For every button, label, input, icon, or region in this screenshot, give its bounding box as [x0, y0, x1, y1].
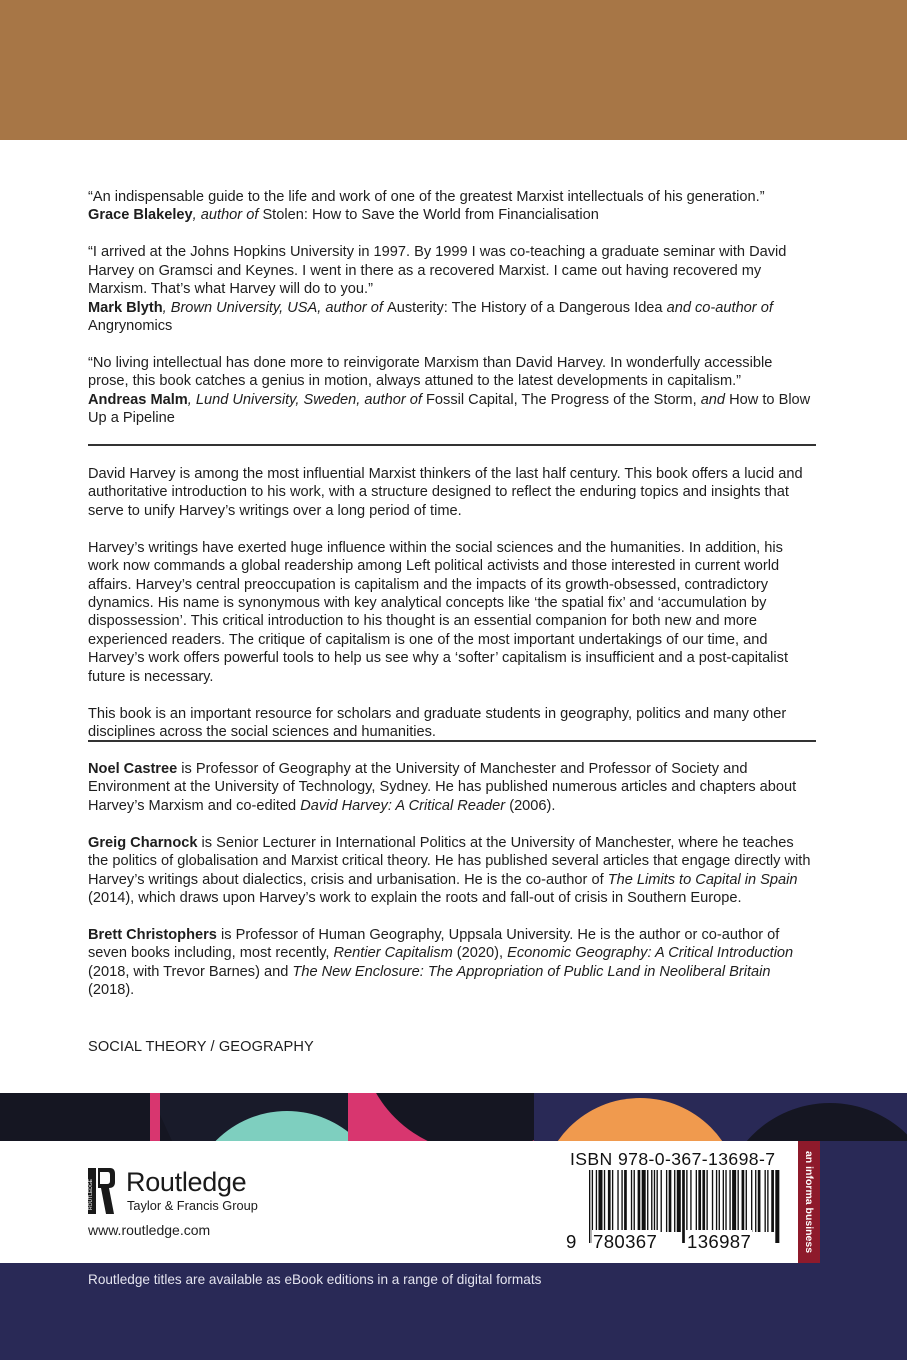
author-name: Noel Castree: [88, 761, 178, 777]
ebook-availability-note: Routledge titles are available as eBook editions in a range of digital formats: [88, 1272, 542, 1287]
endorser-affiliation: , Lund University, Sweden, author of: [187, 391, 426, 408]
barcode-bar: [608, 1170, 611, 1232]
barcode-bar: [604, 1170, 605, 1232]
barcode-bar: [647, 1170, 648, 1232]
endorser-name: Mark Blyth: [88, 299, 163, 316]
endorsement: [88, 243, 816, 335]
author-bio: [88, 760, 816, 815]
barcode-bar: [657, 1170, 658, 1232]
endorser-work: How to Blow Up a Pipeline: [88, 391, 811, 427]
endorser-work: Fossil Capital, The Progress of the Storm,: [426, 391, 697, 408]
author-bio-text: is Professor of Human Geography, Uppsala University. He is the author or co-author of seven books including, most recently,: [88, 927, 780, 962]
barcode-bar: [677, 1170, 681, 1232]
barcode-bar: [634, 1170, 635, 1232]
endorsement: [88, 188, 816, 225]
barcode-bar: [765, 1170, 766, 1232]
isbn-label: ISBN 978-0-367-13698-7: [570, 1149, 776, 1169]
svg-text:ROUTLEDGE: ROUTLEDGE: [88, 1178, 94, 1210]
barcode-bar: [631, 1170, 632, 1232]
navy-corner-block: [820, 1141, 907, 1263]
author-name: Brett Christophers: [88, 927, 217, 944]
barcode-bar: [767, 1170, 768, 1232]
barcode-bar: [654, 1170, 655, 1232]
publisher-website-link[interactable]: www.routledge.com: [88, 1222, 211, 1238]
decorative-graphic-band: [0, 1093, 907, 1141]
barcode-bar: [723, 1170, 724, 1232]
description-paragraph: David Harvey is among the most influential Marxist thinkers of the last half century. This book offers a lucid and authoritative introduction to his work, with a structure designed to reflect the enduring topics and insights that serve to unify Harvey’s writings over a long period of time.: [88, 466, 803, 519]
barcode-bar: [725, 1170, 726, 1232]
endorser-affiliation: and: [696, 391, 730, 408]
endorser-work: Angrynomics: [88, 318, 173, 335]
author-bio-text: (2018).: [88, 982, 135, 999]
endorser-work: Austerity: The History of a Dangerous Idea: [387, 299, 663, 316]
book-title: The Limits to Capital in Spain: [607, 871, 798, 888]
section-divider: [88, 444, 816, 446]
endorsement-quote: “An indispensable guide to the life and work of one of the greatest Marxist intellectuals of his generation.”: [88, 189, 765, 205]
book-title: The New Enclosure: The Appropriation of Public Land in Neoliberal Britain: [292, 963, 771, 980]
endorser-name: Grace Blakeley: [88, 207, 193, 224]
endorsement-quote: “I arrived at the Johns Hopkins University in 1997. By 1999 I was co-teaching a graduate seminar with David Harvey on Gramsci and Keynes. I went in there as a recovered Marxist. I came out having recovered my Marxism. That’s what Harvey will do to you.”: [88, 244, 787, 298]
barcode-bar: [746, 1170, 747, 1232]
barcode-bar: [755, 1170, 756, 1232]
author-bio-text: is Professor of Geography at the University of Manchester and Professor of Society and Environment at the University of Technology, Sydney. He has published numerous articles and chapters about Harvey’s Marxism and co-edited: [88, 761, 797, 814]
author-bio-text: (2014), which draws upon Harvey’s work to explain the roots and fall-out of crisis in Southern Europe.: [88, 890, 742, 907]
routledge-logo-icon: [86, 1166, 116, 1216]
subject-category: SOCIAL THEORY / GEOGRAPHY: [88, 1039, 314, 1055]
barcode-bar: [729, 1170, 730, 1232]
barcode-bar: [642, 1170, 646, 1232]
barcode-bar: [698, 1170, 701, 1232]
barcode-digits: [566, 1230, 786, 1254]
barcode-first-digit: 9: [566, 1231, 577, 1252]
endorser-work: Stolen: How to Save the World from Financialisation: [262, 207, 599, 224]
barcode-bar: [596, 1170, 597, 1232]
barcode-bar: [751, 1170, 752, 1232]
barcode-bar: [716, 1170, 717, 1232]
book-title: Economic Geography: A Critical Introduction: [507, 945, 794, 962]
barcode-bar: [771, 1170, 774, 1232]
barcode-bar: [690, 1170, 691, 1232]
barcode-right-digits: 136987: [687, 1231, 752, 1252]
author-bio-text: is Senior Lecturer in International Politics at the University of Manchester, where he teaches the politics of globalisation and Marxist critical theory. He has published several articles that engage directly with Harvey’s writings about dialectics, crisis and urbanisation. He is the co-author of: [88, 834, 811, 888]
informa-tagline-strip: [798, 1141, 820, 1263]
top-color-band: [0, 0, 907, 140]
endorsements-section: [88, 188, 816, 428]
endorser-affiliation: , author of: [192, 207, 263, 224]
barcode-bar: [661, 1170, 662, 1232]
barcode-bar: [702, 1170, 705, 1232]
description-paragraph: Harvey’s writings have exerted huge influence within the social sciences and the humanities. In addition, his work now commands a global readership among Left political activists and those interested in current world affairs. Harvey’s central preoccupation is capitalism and the impacts of its growth-obsessed, contradictory dynamics. His name is synonymous with key analytical concepts like ‘the spatial fix’ and ‘accumulation by dispossession’. This critical introduction to his thought is an essential companion for both new and more experienced readers. The critique of capitalism is one of the most important undertakings of our time, and Harvey’s work offers powerful tools to help us see why a ‘softer’ capitalism is insufficient and a post-capitalist future is necessary.: [88, 539, 789, 685]
barcode-bar: [706, 1170, 707, 1232]
publisher-name: Routledge: [126, 1167, 247, 1197]
barcode-bar: [758, 1170, 761, 1232]
section-divider: [88, 740, 816, 742]
informa-tagline: an informa business: [803, 1150, 815, 1254]
barcode-bar: [696, 1170, 697, 1232]
book-title: David Harvey: A Critical Reader: [300, 797, 506, 814]
endorsement: [88, 354, 816, 428]
barcode-bar: [617, 1170, 618, 1232]
author-bio-text: (2006).: [505, 797, 556, 814]
author-bios: [88, 760, 816, 1000]
barcode-bar: [719, 1170, 720, 1232]
barcode-bar: [666, 1170, 667, 1232]
endorser-affiliation: and co-author of: [662, 299, 773, 316]
book-description: [88, 465, 816, 741]
barcode-bar: [638, 1170, 641, 1232]
description-paragraph: This book is an important resource for scholars and graduate students in geography, politics and many other disciplines across the social sciences and humanities.: [88, 705, 787, 741]
barcode-bar: [742, 1170, 745, 1232]
barcode-bar: [621, 1170, 622, 1232]
barcode-left-digits: 780367: [593, 1231, 658, 1252]
barcode-bar: [712, 1170, 713, 1232]
endorser-name: Andreas Malm: [88, 391, 188, 408]
barcode-bar: [674, 1170, 675, 1232]
author-bio-text: (2018, with Trevor Barnes) and: [88, 963, 293, 980]
barcode-bar: [612, 1170, 613, 1232]
publisher-group: Taylor & Francis Group: [127, 1198, 258, 1213]
barcode-bar: [598, 1170, 602, 1232]
barcode-bar: [732, 1170, 736, 1232]
book-title: Rentier Capitalism: [333, 945, 453, 962]
endorsement-quote: “No living intellectual has done more to reinvigorate Marxism than David Harvey. In wonderfully accessible prose, this book catches a genius in motion, always attuned to the latest developments in capitalism.”: [88, 355, 773, 390]
endorser-affiliation: , Brown University, USA, author of: [162, 299, 388, 316]
publisher-logo: [86, 1166, 266, 1216]
author-name: Greig Charnock: [88, 834, 198, 851]
author-bio: [88, 834, 816, 908]
author-bio-text: (2020),: [452, 945, 508, 962]
barcode-bar: [669, 1170, 672, 1232]
barcode-bar: [738, 1170, 739, 1232]
barcode-bar: [651, 1170, 652, 1232]
author-bio: [88, 926, 816, 1000]
barcode-bar: [624, 1170, 627, 1232]
